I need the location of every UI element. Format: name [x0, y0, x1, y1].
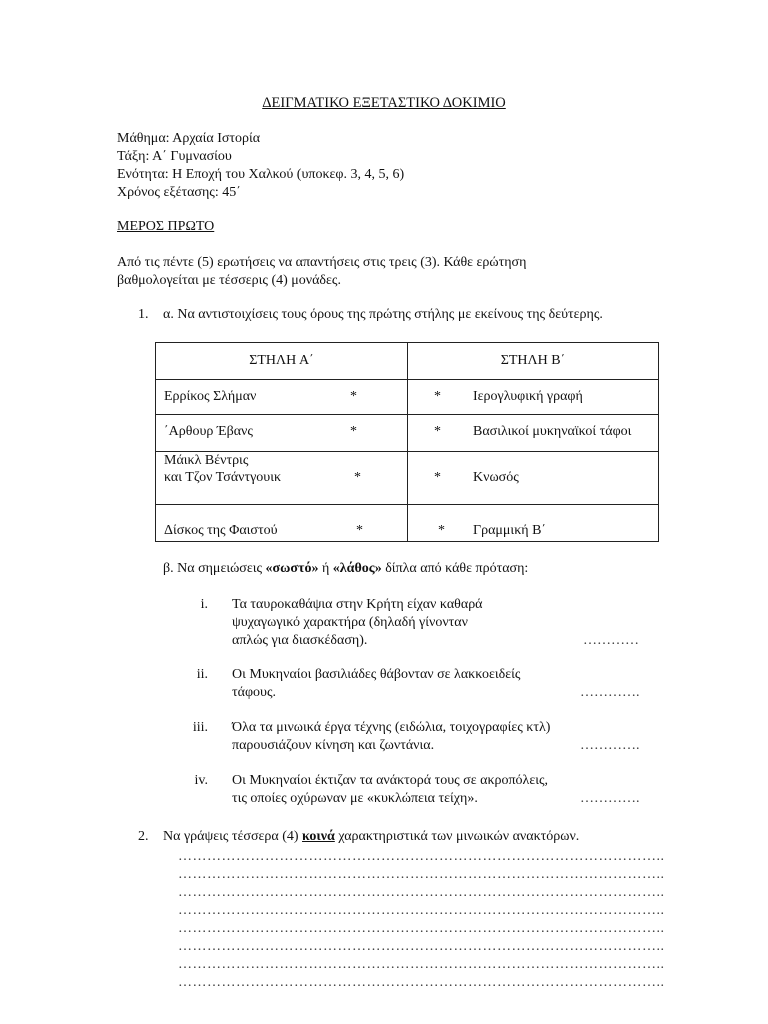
answer-dots[interactable]: ………….: [580, 738, 640, 753]
statement-line: παρουσιάζουν κίνηση και ζωντάνια.: [232, 738, 435, 753]
meta-class: Τάξη: Α΄ Γυμνασίου: [117, 149, 232, 164]
matching-table: [155, 342, 659, 542]
column-a-term-line-2: και Τζον Τσάντγουικ: [164, 470, 282, 485]
question-1-number: 1.: [138, 307, 149, 322]
table-row: [156, 505, 659, 542]
answer-line[interactable]: ………………………………………………………………………………………..: [178, 849, 665, 864]
question-1a-text: α. Να αντιστοιχίσεις τους όρους της πρώτης στήλης με εκείνους της δεύτερης.: [163, 307, 603, 322]
statement-line: τις οποίες οχύρωναν με «κυκλώπεια τείχη».: [232, 791, 478, 806]
column-a-term: Μάικλ Βέντρις: [164, 453, 249, 468]
column-b-term: Βασιλικοί μυκηναϊκοί τάφοι: [473, 424, 632, 439]
match-star: *: [350, 389, 357, 404]
meta-unit: Ενότητα: Η Εποχή του Χαλκού (υποκεφ. 3, 4, 5, 6): [117, 167, 405, 182]
intro-line-1: Από τις πέντε (5) ερωτήσεις να απαντήσεις στις τρεις (3). Κάθε ερώτηση: [117, 255, 527, 270]
correct-keyword: «σωστό»: [265, 561, 319, 576]
statement-numeral: iii.: [192, 720, 208, 735]
match-star: *: [434, 389, 441, 404]
answer-line[interactable]: ………………………………………………………………………………………..: [178, 921, 665, 936]
section-title: ΜΕΡΟΣ ΠΡΩΤΟ: [117, 219, 215, 234]
match-star: *: [354, 470, 361, 485]
answer-dots[interactable]: ………….: [580, 685, 640, 700]
match-star: *: [438, 523, 445, 538]
statement-line: απλώς για διασκέδαση).: [232, 633, 368, 648]
answer-line[interactable]: ………………………………………………………………………………………..: [178, 903, 665, 918]
answer-line[interactable]: ………………………………………………………………………………………..: [178, 975, 665, 990]
match-star: *: [356, 523, 363, 538]
intro-line-2: βαθμολογείται με τέσσερις (4) μονάδες.: [117, 273, 341, 288]
question-1b-text: β. Να σημειώσεις «σωστό» ή «λάθος» δίπλα από κάθε πρόταση:: [163, 561, 529, 576]
table-row: [156, 415, 659, 452]
column-b-header: ΣΤΗΛΗ Β΄: [408, 343, 659, 380]
column-a-term: Δίσκος της Φαιστού: [164, 523, 278, 538]
statement-line: Τα ταυροκαθάψια στην Κρήτη είχαν καθαρά: [232, 597, 483, 612]
wrong-keyword: «λάθος»: [332, 561, 382, 576]
meta-duration: Χρόνος εξέτασης: 45΄: [117, 185, 241, 200]
column-b-term: Κνωσός: [473, 470, 519, 485]
answer-line[interactable]: ………………………………………………………………………………………..: [178, 939, 665, 954]
column-a-header: ΣΤΗΛΗ Α΄: [156, 343, 408, 380]
answer-dots[interactable]: …………: [583, 633, 639, 648]
match-star: *: [434, 424, 441, 439]
question-2-text: Να γράψεις τέσσερα (4) κοινά χαρακτηριστικά των μινωικών ανακτόρων.: [163, 829, 580, 844]
statement-line: Όλα τα μινωικά έργα τέχνης (ειδώλια, τοιχογραφίες κτλ): [232, 720, 551, 735]
statement-numeral: i.: [200, 597, 208, 612]
meta-subject: Μάθημα: Αρχαία Ιστορία: [117, 131, 261, 146]
statement-line: ψυχαγωγικό χαρακτήρα (δηλαδή γίνονταν: [232, 615, 468, 630]
emphasis-word: κοινά: [302, 829, 335, 844]
document-title: ΔΕΙΓΜΑΤΙΚΟ ΕΞΕΤΑΣΤΙΚΟ ΔΟΚΙΜΙΟ: [262, 95, 506, 111]
column-b-term: Γραμμική Β΄: [473, 523, 547, 538]
answer-dots[interactable]: ………….: [580, 791, 640, 806]
column-a-term: Ερρίκος Σλήμαν: [164, 389, 257, 404]
question-2-number: 2.: [138, 829, 149, 844]
answer-line[interactable]: ………………………………………………………………………………………..: [178, 867, 665, 882]
table-row: [156, 380, 659, 415]
statement-line: τάφους.: [232, 685, 277, 700]
statement-line: Οι Μυκηναίοι βασιλιάδες θάβονταν σε λακκοειδείς: [232, 667, 521, 682]
statement-line: Οι Μυκηναίοι έκτιζαν τα ανάκτορά τους σε ακροπόλεις,: [232, 773, 549, 788]
answer-line[interactable]: ………………………………………………………………………………………..: [178, 885, 665, 900]
table-row: [156, 452, 659, 505]
match-star: *: [434, 470, 441, 485]
answer-line[interactable]: ………………………………………………………………………………………..: [178, 957, 665, 972]
column-b-term: Ιερογλυφική γραφή: [473, 389, 583, 404]
statement-numeral: iv.: [194, 773, 208, 788]
column-a-term: ΄Αρθουρ Έβανς: [164, 424, 253, 439]
match-star: *: [350, 424, 357, 439]
statement-numeral: ii.: [196, 667, 208, 682]
